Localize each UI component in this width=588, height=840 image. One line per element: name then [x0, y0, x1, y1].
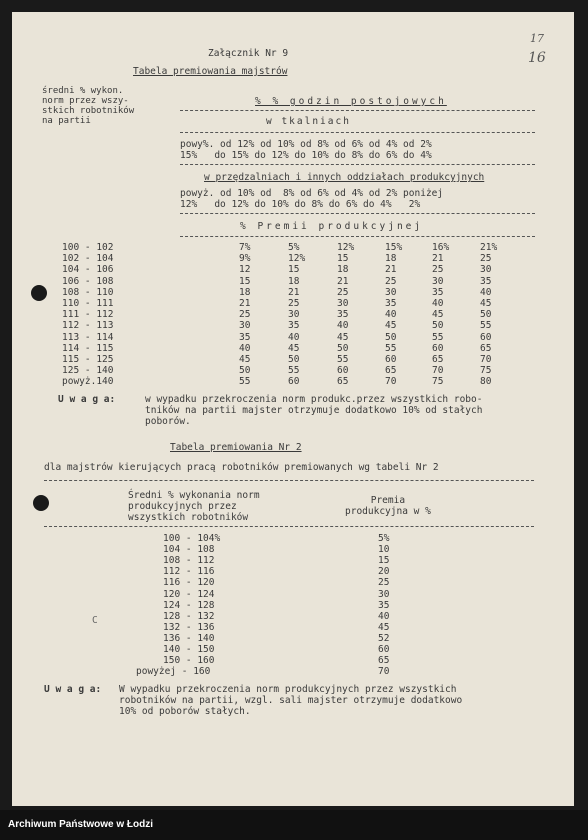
table-1-cell: 45: [239, 354, 251, 365]
divider: [180, 110, 535, 111]
tkalnie-row-2: 15% do 15% do 12% do 10% do 8% do 6% do 4%: [180, 150, 432, 161]
table-1-cell: 12%: [337, 242, 355, 253]
table-2-range: 120 - 124: [163, 588, 215, 600]
table-1-cell: 35: [432, 286, 444, 298]
table-1-cell: 25: [432, 264, 444, 276]
table-2-value: 15: [378, 555, 390, 567]
table-1-cell: 55: [480, 320, 492, 332]
punch-hole: [31, 285, 47, 301]
table-2-range: 116 - 120: [163, 577, 215, 589]
archive-number-b: 16: [528, 50, 546, 66]
table-1-cell: 50: [480, 309, 492, 321]
table-1-cell: 45: [385, 320, 397, 332]
table-1-cell: 16%: [432, 242, 450, 253]
table-1-cell: 30: [288, 309, 300, 321]
table-1-range: 106 - 108: [62, 275, 114, 287]
table-2-range: 124 - 128: [163, 599, 215, 611]
table-1-cell: 70: [432, 365, 444, 377]
table-2-column-header-1: Średni % wykonania norm produkcyjnych przez wszystkich robotników: [128, 490, 260, 523]
table-2-value: 60: [378, 644, 390, 655]
table-1-cell: 45: [432, 309, 444, 321]
table-1-cell: 65: [480, 342, 492, 354]
table-2-range: 140 - 150: [163, 644, 215, 655]
table-1-range: 115 - 125: [62, 354, 114, 365]
table-1-cell: 18: [288, 275, 300, 287]
table-1-cell: 60: [385, 354, 397, 365]
table-1-cell: 35: [337, 309, 349, 321]
table-2-subtitle: dla majstrów kierujących pracą robotników premiowanych wg tabeli Nr 2: [44, 462, 439, 473]
table-1-cell: 45: [480, 298, 492, 309]
table-2-value: 65: [378, 655, 390, 667]
table-2-value: 70: [378, 666, 390, 678]
table-1-cell: 40: [288, 331, 300, 343]
divider: [44, 526, 534, 527]
table-1-cell: 50: [239, 365, 251, 377]
table-1-cell: 25: [337, 286, 349, 298]
table-1-cell: 55: [432, 331, 444, 343]
table-2-value: 52: [378, 632, 390, 644]
table-1-cell: 45: [288, 342, 300, 354]
margin-mark: C: [92, 615, 98, 626]
table-1-range: 111 - 112: [62, 309, 114, 321]
divider: [180, 164, 535, 165]
divider: [44, 480, 534, 481]
archive-footer-text: Archiwum Państwowe w Łodzi: [8, 819, 154, 830]
table-1-cell: 50: [432, 320, 444, 332]
note-label: U w a g a:: [44, 684, 102, 695]
note-text: W wypadku przekroczenia norm produkcyjnych przez wszystkich robotników na partii, wzgl. sali majster otrzymuje dodatkowo 10% od poborów stałych.: [119, 684, 463, 717]
table-1-cell: 55: [337, 354, 349, 365]
table-1-cell: 30: [337, 298, 349, 309]
table-1-cell: 50: [288, 354, 300, 365]
table-2-value: 45: [378, 621, 390, 633]
table-1-cell: 50: [337, 342, 349, 354]
table-1-cell: 9%: [239, 253, 251, 265]
table-2-value: 10: [378, 544, 390, 556]
table-2-range: 112 - 116: [163, 566, 215, 578]
table-1-cell: 40: [337, 320, 349, 332]
divider: [180, 132, 535, 133]
table-2-range: 132 - 136: [163, 621, 215, 633]
table-1-cell: 7%: [239, 242, 251, 253]
table-2-range: 150 - 160: [163, 655, 215, 667]
table-2-range: powyżej - 160: [136, 666, 211, 678]
table-2-range: 136 - 140: [163, 632, 215, 644]
document-page: [12, 12, 574, 806]
left-header: średni % wykon. norm przez wszy- stkich robotników na partii: [42, 86, 135, 126]
table-1-cell: 30: [480, 264, 492, 276]
table-1-cell: 21: [337, 275, 349, 287]
table-1-cell: 40: [432, 298, 444, 309]
table-2-range: 128 - 132: [163, 610, 215, 622]
table-1-cell: 21: [432, 253, 444, 265]
table-1-cell: 15%: [385, 242, 403, 253]
table-2-value: 25: [378, 577, 390, 589]
table-1-cell: 25: [288, 298, 300, 309]
table-1-cell: 30: [432, 275, 444, 287]
table-1-cell: 15: [239, 275, 251, 287]
table-1-cell: 21: [385, 264, 397, 276]
divider: [180, 236, 535, 237]
premia-heading: % Premii produkcyjnej: [240, 221, 424, 232]
table-1-range: 100 - 102: [62, 242, 114, 253]
table-1-cell: 65: [337, 376, 349, 388]
document-title: Załącznik Nr 9: [208, 48, 289, 59]
table-1-cell: 15: [337, 253, 349, 265]
table-1-cell: 21: [288, 286, 300, 298]
table-1-cell: 55: [239, 376, 251, 388]
table-1-cell: 30: [385, 286, 397, 298]
table-1-cell: 30: [239, 320, 251, 332]
table-1-cell: 55: [385, 342, 397, 354]
table-2-value: 40: [378, 610, 390, 622]
table-2-value: 20: [378, 566, 390, 578]
table-1-cell: 75: [432, 376, 444, 388]
table-1-range: 102 - 104: [62, 253, 114, 265]
table-1-cell: 5%: [288, 242, 300, 253]
note-label: U w a g a:: [58, 394, 116, 405]
table-2-column-header-2: Premia produkcyjna w %: [345, 495, 431, 517]
table-2-value: 5%: [378, 533, 390, 544]
table-1-cell: 65: [385, 365, 397, 377]
table-1-cell: 18: [385, 253, 397, 265]
table-1-cell: 70: [385, 376, 397, 388]
table-1-range: 125 - 140: [62, 365, 114, 377]
table-1-cell: 35: [480, 275, 492, 287]
table-2-range: 104 - 108: [163, 544, 215, 556]
table-1-range: powyż.140: [62, 376, 114, 388]
przedzalnie-heading: w przędzalniach i innych oddziałach produkcyjnych: [204, 172, 485, 183]
przedzalnie-row-1: powyż. od 10% od 8% od 6% od 4% od 2% poniżej: [180, 188, 444, 199]
table-1-cell: 60: [337, 365, 349, 377]
table-1-cell: 35: [385, 298, 397, 309]
document-subtitle: Tabela premiowania majstrów: [133, 66, 288, 77]
table-1-cell: 15: [288, 264, 300, 276]
table-1-cell: 55: [288, 365, 300, 377]
table-1-cell: 25: [385, 275, 397, 287]
table-2-range: 100 - 104%: [163, 533, 221, 544]
table-1-cell: 65: [432, 354, 444, 365]
table-1-cell: 40: [480, 286, 492, 298]
przedzalnie-row-2: 12% do 12% do 10% do 8% do 6% do 4% 2%: [180, 199, 421, 210]
archive-number-a: 17: [530, 32, 544, 45]
table-1-range: 104 - 106: [62, 264, 114, 276]
table-1-range: 108 - 110: [62, 286, 114, 298]
table-1-cell: 12%: [288, 253, 306, 265]
table-1-cell: 25: [239, 309, 251, 321]
table-1-cell: 40: [239, 342, 251, 354]
table-1-cell: 21%: [480, 242, 498, 253]
punch-hole: [33, 495, 49, 511]
table-2-range: 108 - 112: [163, 555, 215, 567]
table-1-cell: 18: [239, 286, 251, 298]
table-1-cell: 18: [337, 264, 349, 276]
archive-footer: [0, 810, 588, 840]
table-2-value: 30: [378, 588, 390, 600]
table-1-cell: 80: [480, 376, 492, 388]
table-1-cell: 50: [385, 331, 397, 343]
table-1-cell: 35: [239, 331, 251, 343]
tkalnie-row-1: powy%. od 12% od 10% od 8% od 6% od 4% od 2%: [180, 139, 432, 150]
table-1-cell: 60: [288, 376, 300, 388]
table-2-value: 35: [378, 599, 390, 611]
table-1-range: 114 - 115: [62, 342, 114, 354]
table-1-cell: 12: [239, 264, 251, 276]
table-1-range: 110 - 111: [62, 298, 114, 309]
table-2-title: Tabela premiowania Nr 2: [170, 442, 302, 453]
table-1-cell: 75: [480, 365, 492, 377]
table-1-cell: 25: [480, 253, 492, 265]
tkalnie-heading: w tkalniach: [266, 116, 351, 127]
table-1-range: 113 - 114: [62, 331, 114, 343]
table-1-cell: 60: [432, 342, 444, 354]
table-1-cell: 21: [239, 298, 251, 309]
table-1-cell: 60: [480, 331, 492, 343]
table-1-cell: 40: [385, 309, 397, 321]
table-1-cell: 35: [288, 320, 300, 332]
divider: [180, 213, 535, 214]
table-1-cell: 45: [337, 331, 349, 343]
table-1-range: 112 - 113: [62, 320, 114, 332]
note-text: w wypadku przekroczenia norm produkc.przez wszystkich robo- tników na partii majster otrzymuje dodatkowo 10% od stałych poborów.: [145, 394, 483, 427]
table-1-cell: 70: [480, 354, 492, 365]
section-heading: % % godzin postojowych: [255, 96, 447, 107]
